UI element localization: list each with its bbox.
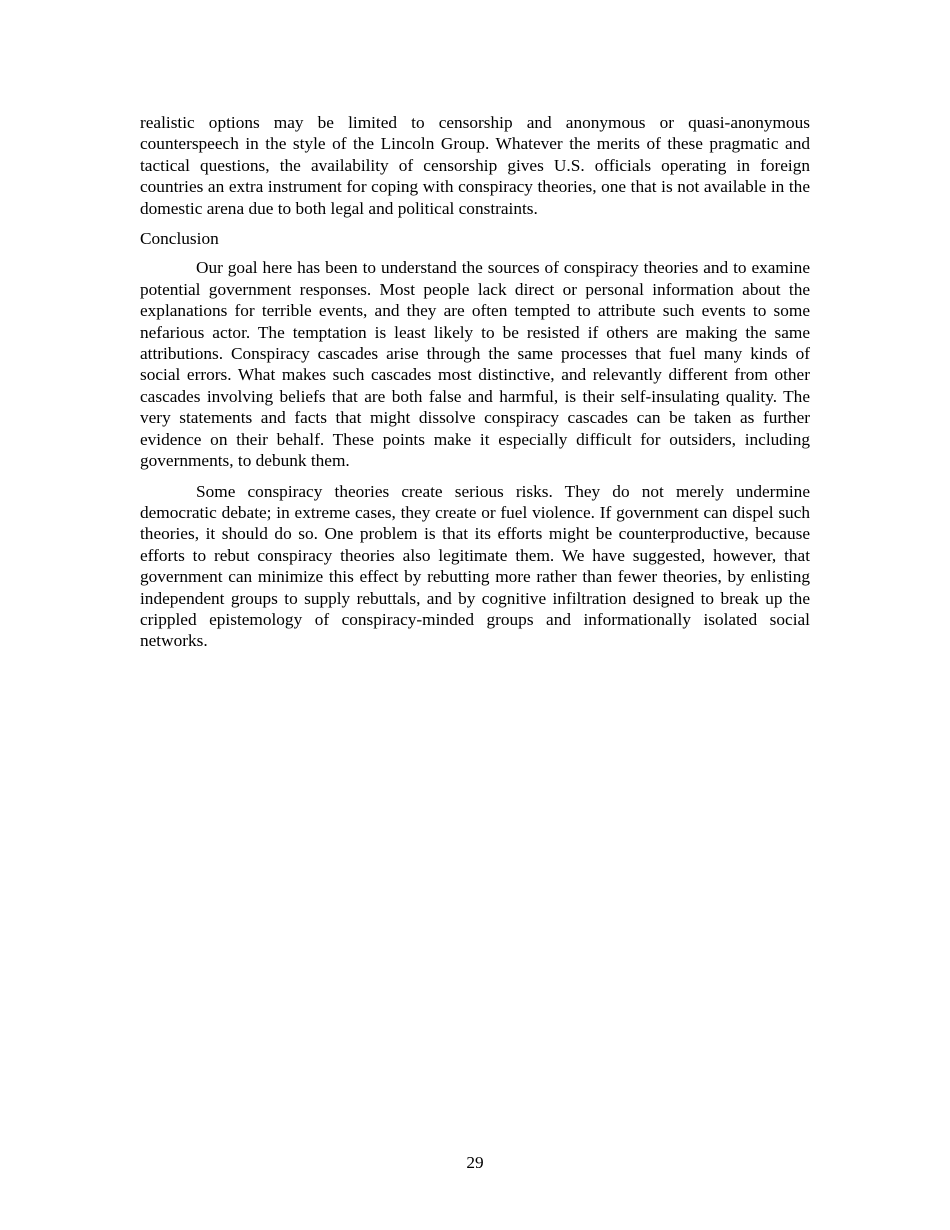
section-heading-conclusion: Conclusion: [140, 229, 219, 249]
conclusion-paragraph-2: Some conspiracy theories create serious risks. They do not merely undermine democratic debate; in extreme cases, they create or fuel violence. If government can dispel such theories, it should do so. One problem is that its efforts might be counterproductive, because efforts to rebut conspiracy theories also legitimate them. We have suggested, however, that government can minimize this effect by rebutting more rather than fewer theories, by enlisting independent groups to supply rebuttals, and by cognitive infiltration designed to break up the crippled epistemology of conspiracy-minded groups and informationally isolated social networks.: [140, 481, 810, 651]
conclusion-paragraph-1: Our goal here has been to understand the sources of conspiracy theories and to examine potential government responses. Most people lack direct or personal information about the explanations for terrible events, and they are often tempted to attribute such events to some nefarious actor. The temptation is least likely to be resisted if others are making the same attributions. Conspiracy cascades arise through the same processes that fuel many kinds of social errors. What makes such cascades most distinctive, and relevantly different from other cascades involving beliefs that are both false and harmful, is their self-insulating quality. The very statements and facts that might dissolve conspiracy cascades can be taken as further evidence on their behalf. These points make it especially difficult for outsiders, including governments, to debunk them.: [140, 258, 810, 471]
continuation-paragraph: realistic options may be limited to censorship and anonymous or quasi-anonymous counterspeech in the style of the Lincoln Group. Whatever the merits of these pragmatic and tactical questions, the availability of censorship gives U.S. officials operating in foreign countries an extra instrument for coping with conspiracy theories, one that is not available in the domestic arena due to both legal and political constraints.: [140, 113, 810, 218]
page-body: [140, 112, 810, 652]
page-number: 29: [466, 1153, 484, 1172]
